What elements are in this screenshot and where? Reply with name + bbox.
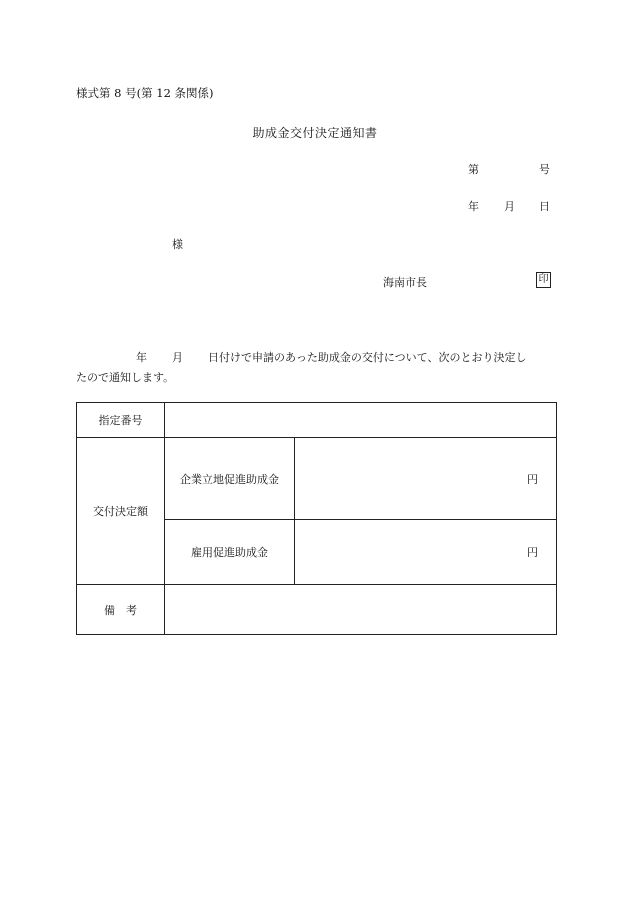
decision-amount-label: 交付決定額 [77, 438, 165, 585]
remarks-label: 備 考 [77, 585, 165, 635]
designation-number-value [165, 403, 557, 438]
date-year-label: 年 [468, 200, 479, 213]
body-text-line2: たので通知します。 [76, 371, 175, 384]
notice-number-suffix: 号 [539, 163, 550, 176]
seal-mark: 印 [536, 272, 551, 288]
grant-type-label: 企業立地促進助成金 [165, 438, 295, 520]
body-month-label: 月 [172, 351, 183, 364]
date-month-label: 月 [504, 200, 515, 213]
grant-amount-cell: 円 [295, 520, 557, 585]
table-row [77, 438, 557, 520]
designation-number-label: 指定番号 [77, 403, 165, 438]
body-year-label: 年 [136, 351, 147, 364]
form-number: 様式第 8 号(第 12 条関係) [76, 86, 214, 100]
remarks-value [165, 585, 557, 635]
remarks-row [77, 585, 557, 635]
document-title: 助成金交付決定通知書 [252, 126, 378, 140]
body-text-rest: 日付けで申請のあった助成金の交付について、次のとおり決定し [208, 351, 527, 364]
grant-amount-cell: 円 [295, 438, 557, 520]
grant-type-label: 雇用促進助成金 [165, 520, 295, 585]
designation-row [77, 403, 557, 438]
addressee-honorific: 様 [172, 238, 183, 251]
grant-decision-table [76, 402, 557, 635]
notice-number-prefix: 第 [468, 163, 479, 176]
date-day-label: 日 [539, 200, 550, 213]
issuer-name: 海南市長 [383, 276, 427, 289]
